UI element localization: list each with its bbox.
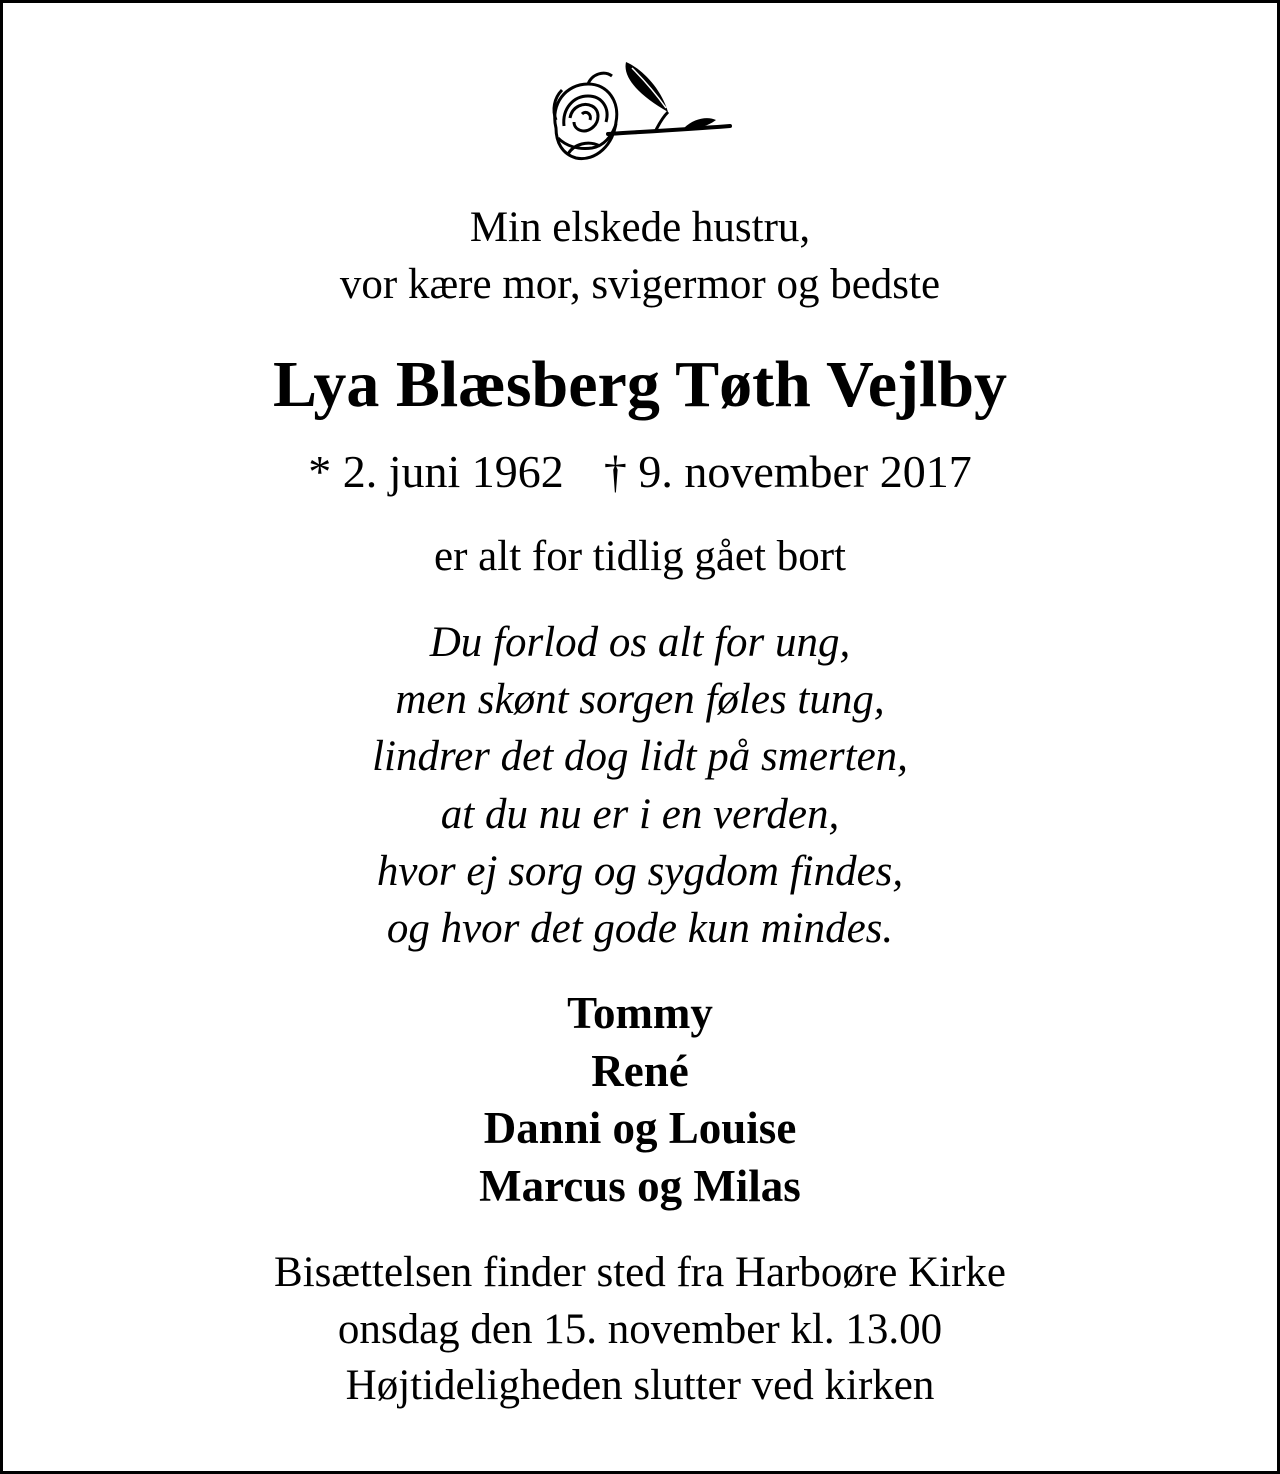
verse-line: hvor ej sorg og sygdom findes,	[376, 848, 904, 895]
intro-line-1: Min elskede hustru,	[469, 204, 811, 251]
family-member: René	[591, 1046, 689, 1096]
family-member: Danni og Louise	[483, 1103, 797, 1153]
family-member: Tommy	[567, 988, 713, 1038]
verse-line: lindrer det dog lidt på smerten,	[372, 733, 908, 780]
death-date: † 9. november 2017	[603, 446, 972, 497]
rose-icon	[548, 58, 734, 170]
funeral-info-line: Højtideligheden slutter ved kirken	[345, 1362, 935, 1409]
verse-line: og hvor det gode kun mindes.	[386, 905, 894, 952]
verse-line: men skønt sorgen føles tung,	[395, 676, 885, 723]
family-member: Marcus og Milas	[479, 1161, 801, 1211]
life-dates	[0, 444, 1280, 500]
verse-line: Du forlod os alt for ung,	[429, 619, 851, 666]
funeral-info-line: Bisættelsen finder sted fra Harboøre Kirke	[274, 1249, 1006, 1296]
birth-date: * 2. juni 1962	[308, 446, 564, 497]
deceased-name: Lya Blæsberg Tøth Vejlby	[272, 348, 1008, 421]
verse-line: at du nu er i en verden,	[440, 791, 840, 838]
intro-line-2: vor kære mor, svigermor og bedste	[339, 261, 941, 308]
funeral-info-line: onsdag den 15. november kl. 13.00	[337, 1306, 943, 1353]
passing-text: er alt for tidlig gået bort	[434, 533, 846, 580]
